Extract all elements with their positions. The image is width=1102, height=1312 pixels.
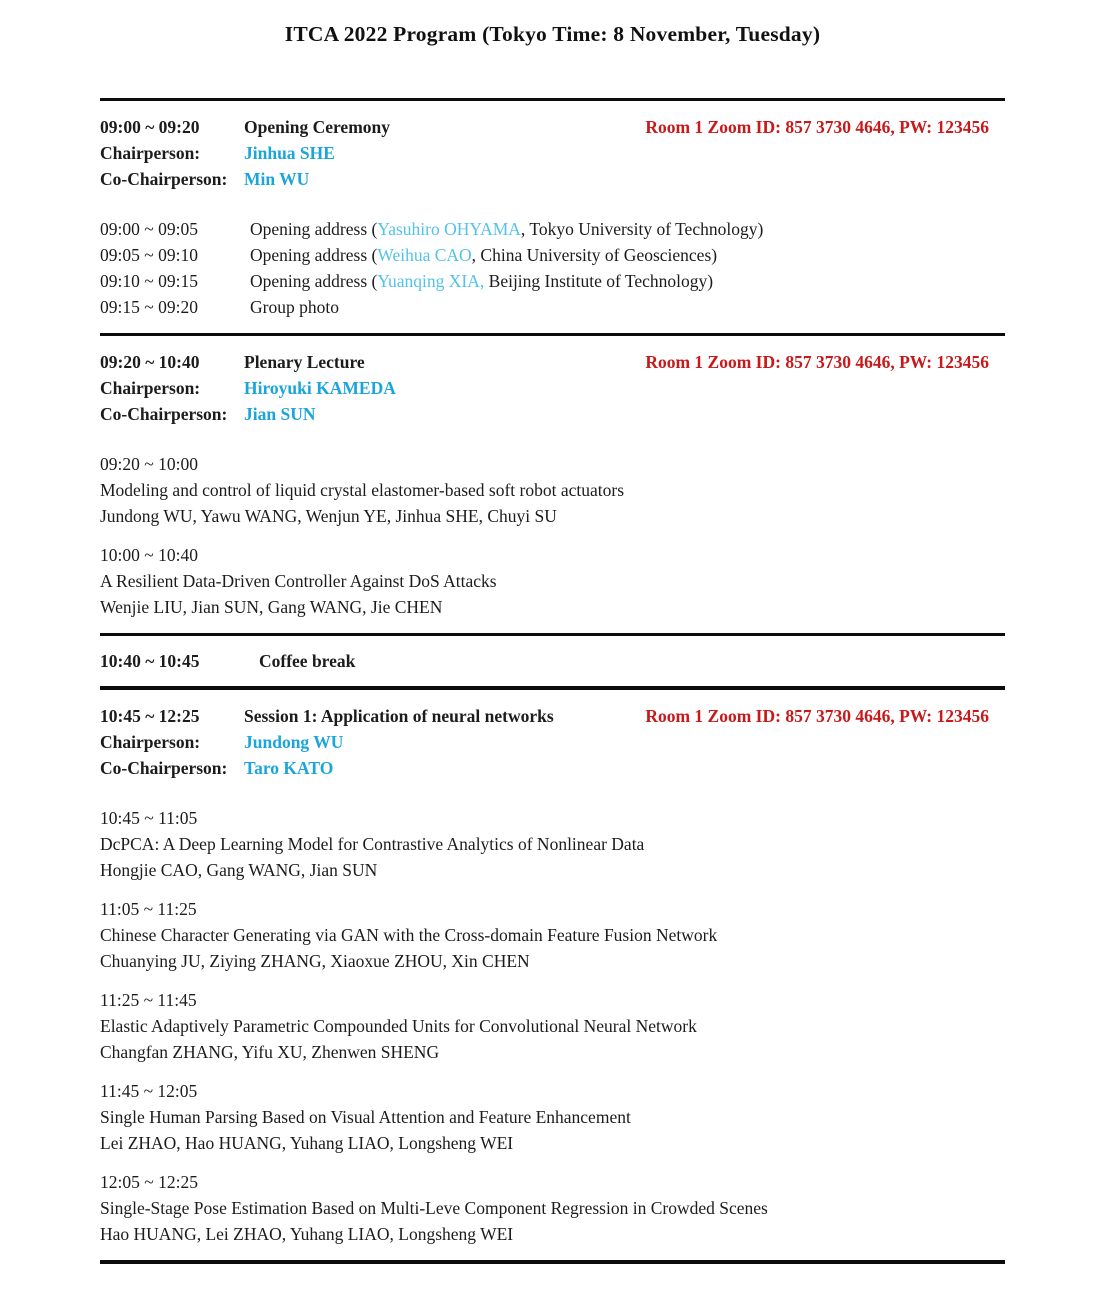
co-chairperson-row [100,166,1005,192]
opening-schedule [100,216,1005,320]
desc-pre: Opening address ( [250,245,378,265]
talk-time: 11:45 ~ 12:05 [100,1081,198,1101]
talk-authors: Jundong WU, Yawu WANG, Wenjun YE, Jinhua SHE, Chuyi SU [100,506,557,526]
co-chairperson-label: Co-Chairperson: [100,404,228,424]
chairperson-name: Jundong WU [244,732,344,752]
talk-time: 11:25 ~ 11:45 [100,990,197,1010]
section-time: 09:20 ~ 10:40 [100,352,200,372]
talk [100,542,1005,620]
speaker-name: Yasuhiro OHYAMA [377,219,521,239]
talk-title: Elastic Adaptively Parametric Compounded Units for Convolutional Neural Network [100,1016,697,1036]
talk-title: Single Human Parsing Based on Visual Attention and Feature Enhancement [100,1107,631,1127]
co-chairperson-label: Co-Chairperson: [100,169,228,189]
speaker-name: Yuanqing XIA, [377,271,485,291]
section-opening-ceremony [100,101,1005,320]
schedule-item [100,294,1005,320]
talk [100,896,1005,974]
program-document [100,22,1005,1264]
schedule-time: 09:15 ~ 09:20 [100,297,198,317]
schedule-time: 09:10 ~ 09:15 [100,271,198,291]
co-chairperson-label: Co-Chairperson: [100,758,228,778]
section-time: 10:45 ~ 12:25 [100,706,200,726]
section-coffee-break [100,636,1005,686]
talk-time: 10:45 ~ 11:05 [100,808,198,828]
schedule-desc [250,216,763,242]
speaker-name: Weihua CAO [377,245,472,265]
page-title: ITCA 2022 Program (Tokyo Time: 8 November, Tuesday) [284,22,821,46]
chairperson-label: Chairperson: [100,732,201,752]
section-title: Coffee break [259,651,356,671]
talk-title: Modeling and control of liquid crystal elastomer-based soft robot actuators [100,480,625,500]
talk-authors: Changfan ZHANG, Yifu XU, Zhenwen SHENG [100,1042,440,1062]
schedule-desc [250,242,717,268]
talk-authors: Hao HUANG, Lei ZHAO, Yuhang LIAO, Longsheng WEI [100,1224,514,1244]
talk-authors: Wenjie LIU, Jian SUN, Gang WANG, Jie CHEN [100,597,443,617]
talk-time: 11:05 ~ 11:25 [100,899,197,919]
section-time: 09:00 ~ 09:20 [100,117,200,137]
talk-title: A Resilient Data-Driven Controller Against DoS Attacks [100,571,497,591]
room-banner: Room 1 Zoom ID: 857 3730 4646, PW: 123456 [645,117,989,137]
section-header-row [100,349,1005,375]
talk-time: 12:05 ~ 12:25 [100,1172,198,1192]
talk-authors: Lei ZHAO, Hao HUANG, Yuhang LIAO, Longsheng WEI [100,1133,514,1153]
talk-time: 09:20 ~ 10:00 [100,454,198,474]
divider [100,1260,1005,1264]
section-session-1-neural-networks [100,690,1005,1247]
room-banner: Room 1 Zoom ID: 857 3730 4646, PW: 123456 [645,352,989,372]
session-1-talks [100,805,1005,1247]
desc-pre: Group photo [250,297,339,317]
desc-post: Beijing Institute of Technology) [484,271,714,291]
co-chairperson-name: Taro KATO [244,758,334,778]
schedule-item [100,268,1005,294]
schedule-item [100,242,1005,268]
section-header [100,690,1005,781]
plenary-talks [100,451,1005,620]
talk [100,805,1005,883]
desc-post: , Tokyo University of Technology) [520,219,764,239]
talk-title: DcPCA: A Deep Learning Model for Contrastive Analytics of Nonlinear Data [100,834,645,854]
desc-pre: Opening address ( [250,271,378,291]
schedule-desc [250,268,713,294]
chairperson-row [100,140,1005,166]
section-header-row [100,114,1005,140]
section-plenary-lecture [100,336,1005,620]
talk [100,1169,1005,1247]
chairperson-row [100,729,1005,755]
schedule-time: 09:00 ~ 09:05 [100,219,198,239]
section-header-row [100,703,1005,729]
section-time: 10:40 ~ 10:45 [100,651,200,671]
co-chairperson-name: Min WU [244,169,310,189]
desc-post: , China University of Geosciences) [471,245,718,265]
talk-title: Single-Stage Pose Estimation Based on Multi-Leve Component Regression in Crowded Scenes [100,1198,768,1218]
section-title: Opening Ceremony [244,117,390,137]
room-banner: Room 1 Zoom ID: 857 3730 4646, PW: 123456 [645,706,989,726]
section-title: Plenary Lecture [244,352,365,372]
coffee-break-row [100,636,1005,686]
chairperson-label: Chairperson: [100,143,201,163]
desc-pre: Opening address ( [250,219,378,239]
talk [100,1078,1005,1156]
schedule-desc [250,294,339,320]
schedule-item [100,216,1005,242]
co-chairperson-row [100,401,1005,427]
section-header [100,336,1005,427]
chairperson-row [100,375,1005,401]
co-chairperson-name: Jian SUN [244,404,316,424]
section-title: Session 1: Application of neural networks [244,706,554,726]
chairperson-name: Hiroyuki KAMEDA [244,378,396,398]
chairperson-label: Chairperson: [100,378,201,398]
schedule-time: 09:05 ~ 09:10 [100,245,198,265]
talk [100,451,1005,529]
talk-time: 10:00 ~ 10:40 [100,545,198,565]
co-chairperson-row [100,755,1005,781]
talk-authors: Chuanying JU, Ziying ZHANG, Xiaoxue ZHOU, Xin CHEN [100,951,530,971]
talk [100,987,1005,1065]
talk-authors: Hongjie CAO, Gang WANG, Jian SUN [100,860,378,880]
section-header [100,101,1005,192]
talk-title: Chinese Character Generating via GAN with the Cross-domain Feature Fusion Network [100,925,718,945]
chairperson-name: Jinhua SHE [244,143,335,163]
